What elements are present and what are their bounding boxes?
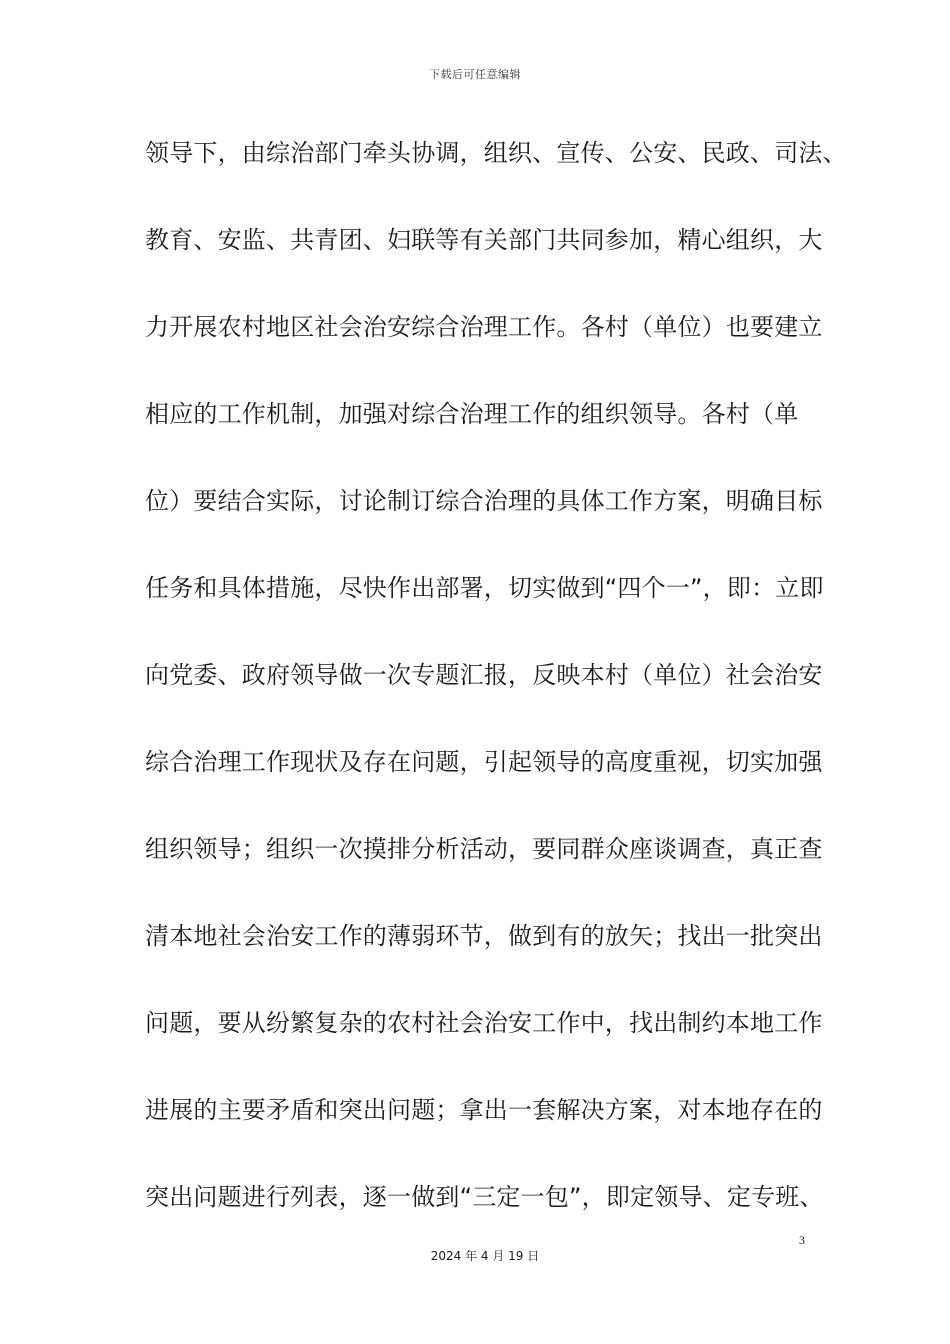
body-line: 力开展农村地区社会治安综合治理工作。各村（单位）也要建立 <box>145 313 823 341</box>
page-number: 3 <box>799 1233 805 1247</box>
body-line: 领导下，由综治部门牵头协调，组织、宣传、公安、民政、司法、 <box>145 139 847 167</box>
body-line: 教育、安监、共青团、妇联等有关部门共同参加，精心组织，大 <box>145 226 823 254</box>
body-line: 综合治理工作现状及存在问题，引起领导的高度重视，切实加强 <box>145 748 823 776</box>
body-line: 向党委、政府领导做一次专题汇报，反映本村（单位）社会治安 <box>145 661 823 689</box>
header-note: 下载后可任意编辑 <box>429 68 521 81</box>
document-body <box>145 127 847 1258</box>
body-line: 进展的主要矛盾和突出问题；拿出一套解决方案，对本地存在的 <box>145 1096 823 1124</box>
body-line: 问题，要从纷繁复杂的农村社会治安工作中，找出制约本地工作 <box>145 1009 823 1037</box>
body-line: 位）要结合实际，讨论制订综合治理的具体工作方案，明确目标 <box>145 487 823 515</box>
body-line: 组织领导；组织一次摸排分析活动，要同群众座谈调查，真正查 <box>145 835 823 863</box>
body-line: 清本地社会治安工作的薄弱环节，做到有的放矢；找出一批突出 <box>145 922 823 950</box>
body-line: 相应的工作机制，加强对综合治理工作的组织领导。各村（单 <box>145 400 799 428</box>
body-line: 突出问题进行列表，逐一做到“三定一包”，即定领导、定专班、 <box>145 1183 824 1211</box>
footer-date: 2024 年 4 月 19 日 <box>430 1249 540 1263</box>
body-line: 任务和具体措施，尽快作出部署，切实做到“四个一”，即：立即 <box>145 574 824 602</box>
